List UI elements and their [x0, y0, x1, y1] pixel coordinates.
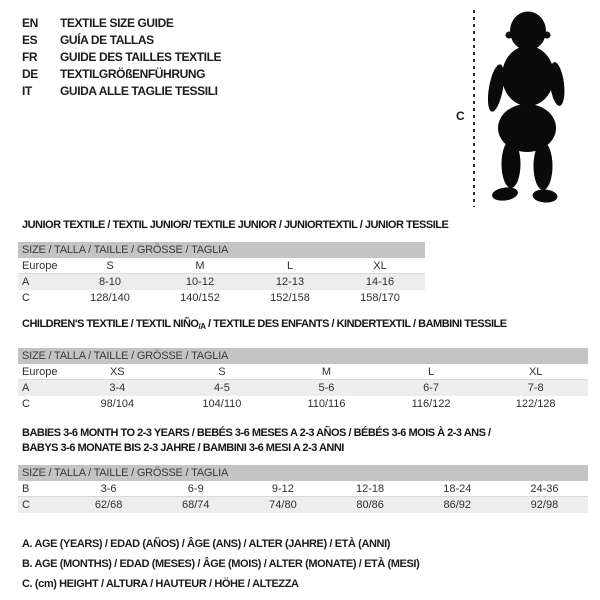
size-cell: 7-8: [527, 382, 544, 394]
language-list: [22, 15, 221, 100]
size-cell: 92/98: [530, 499, 559, 511]
size-cell: 104/110: [202, 398, 242, 410]
table-row: [18, 497, 588, 513]
language-code: DE: [22, 67, 38, 81]
footnote-line: A. AGE (YEARS) / EDAD (AÑOS) / ÂGE (ANS) / ALTER (JAHRE) / ETÀ (ANNI): [22, 538, 390, 550]
size-header-bar: SIZE / TALLA / TAILLE / GRÖSSE / TAGLIA: [18, 465, 588, 481]
size-cell: M: [195, 260, 205, 272]
size-cell: 5-6: [318, 382, 335, 394]
size-cell: 8-10: [98, 276, 122, 288]
table-row: [18, 290, 425, 306]
language-row: [22, 49, 221, 66]
size-header-bar: SIZE / TALLA / TAILLE / GRÖSSE / TAGLIA: [18, 242, 425, 258]
height-label-c: C: [456, 109, 465, 123]
size-cell: 10-12: [185, 276, 215, 288]
section-junior-textile: [18, 218, 449, 306]
table-title-line: BABIES 3-6 MONTH TO 2-3 YEARS / BEBÉS 3-6 MESES A 2-3 AÑOS / BÉBÉS 3-6 MOIS À 2-3 ANS /: [22, 427, 491, 439]
table-row: [18, 380, 588, 396]
size-header-bar: SIZE / TALLA / TAILLE / GRÖSSE / TAGLIA: [18, 348, 588, 364]
section-babies-textile: [18, 426, 588, 513]
size-cell: L: [286, 260, 294, 272]
language-row: [22, 66, 221, 83]
size-cell: 9-12: [271, 483, 294, 495]
size-cell: 12-13: [275, 276, 305, 288]
row-label: Europe: [22, 366, 58, 378]
size-cell: S: [106, 260, 114, 272]
footnote-line: B. AGE (MONTHS) / EDAD (MESES) / ÂGE (MOIS) / ALTER (MONATE) / ETÀ (MESI): [22, 558, 420, 570]
language-row: [22, 32, 221, 49]
language-title: GUIDE DES TAILLES TEXTILE: [60, 50, 222, 64]
row-label: B: [22, 483, 30, 495]
table-title-junior: [22, 218, 449, 233]
language-row: [22, 15, 221, 32]
size-cell: XL: [528, 366, 543, 378]
size-cell: 62/68: [94, 499, 123, 511]
table-title-line: JUNIOR TEXTILE / TEXTIL JUNIOR/ TEXTILE JUNIOR / JUNIORTEXTIL / JUNIOR TESSILE: [22, 219, 449, 231]
size-cell: 98/104: [100, 398, 135, 410]
language-title: GUÍA DE TALLAS: [60, 33, 154, 47]
table-title-line: CHILDREN'S TEXTILE / TEXTIL $NIÑO_{/A}$ / TEXTILE DES ENFANTS / KINDERTEXTIL / BAMBINI TESSILE: [22, 318, 507, 331]
table-row: [18, 274, 425, 290]
size-cell: 6-9: [187, 483, 204, 495]
size-cell: 12-18: [356, 483, 385, 495]
row-label: C: [22, 499, 30, 511]
language-row: [22, 83, 221, 100]
size-table-babies: [18, 465, 588, 513]
table-row: [18, 396, 588, 412]
table-title-children: [22, 317, 588, 334]
row-label: C: [22, 292, 30, 304]
size-cell: 3-6: [100, 483, 117, 495]
language-code: EN: [22, 16, 38, 30]
footnote-line: C. (cm) HEIGHT / ALTURA / HAUTEUR / HÖHE / ALTEZZA: [22, 578, 299, 590]
size-cell: 140/152: [180, 292, 220, 304]
table-row: [18, 481, 588, 497]
row-label: A: [22, 276, 30, 288]
language-title: TEXTILE SIZE GUIDE: [60, 16, 174, 30]
size-cell: L: [428, 366, 435, 378]
size-cell: 80/86: [356, 499, 384, 511]
footnotes: [22, 534, 419, 594]
size-cell: XS: [109, 366, 125, 378]
table-title-line: BABYS 3-6 MONATE BIS 2-3 JAHRE / BAMBINI 3-6 MESI A 2-3 ANNI: [22, 442, 344, 454]
baby-silhouette-icon: [480, 8, 570, 208]
size-cell: 152/158: [270, 292, 310, 304]
size-cell: 158/170: [360, 292, 400, 304]
language-code: IT: [22, 84, 32, 98]
section-children-textile: [18, 317, 588, 412]
size-cell: 6-7: [423, 382, 440, 394]
size-cell: M: [321, 366, 332, 378]
table-title-babies: [22, 426, 588, 456]
height-dashed-line: [473, 10, 475, 207]
table-row: [18, 364, 588, 380]
size-cell: 128/140: [90, 292, 130, 304]
size-cell: 68/74: [181, 499, 210, 511]
size-cell: 3-4: [109, 382, 126, 394]
size-cell: 86/92: [443, 499, 472, 511]
size-cell: 18-24: [443, 483, 472, 495]
size-table-junior: [18, 242, 425, 306]
row-label: Europe: [22, 260, 58, 272]
language-title: GUIDA ALLE TAGLIE TESSILI: [60, 84, 218, 98]
size-cell: 4-5: [213, 382, 230, 394]
size-table-children: [18, 348, 588, 412]
size-cell: S: [218, 366, 226, 378]
row-label: A: [22, 382, 30, 394]
size-cell: 74/80: [269, 499, 297, 511]
table-row: [18, 258, 425, 274]
row-label: C: [22, 398, 30, 410]
size-cell: XL: [373, 260, 387, 272]
size-cell: 24-36: [530, 483, 559, 495]
language-code: FR: [22, 50, 38, 64]
size-cell: 110/116: [307, 398, 346, 410]
size-cell: 122/128: [515, 398, 556, 410]
language-code: ES: [22, 33, 38, 47]
size-cell: 14-16: [365, 276, 395, 288]
size-cell: 116/122: [411, 398, 451, 410]
language-title: TEXTILGRÖßENFÜHRUNG: [60, 67, 206, 81]
